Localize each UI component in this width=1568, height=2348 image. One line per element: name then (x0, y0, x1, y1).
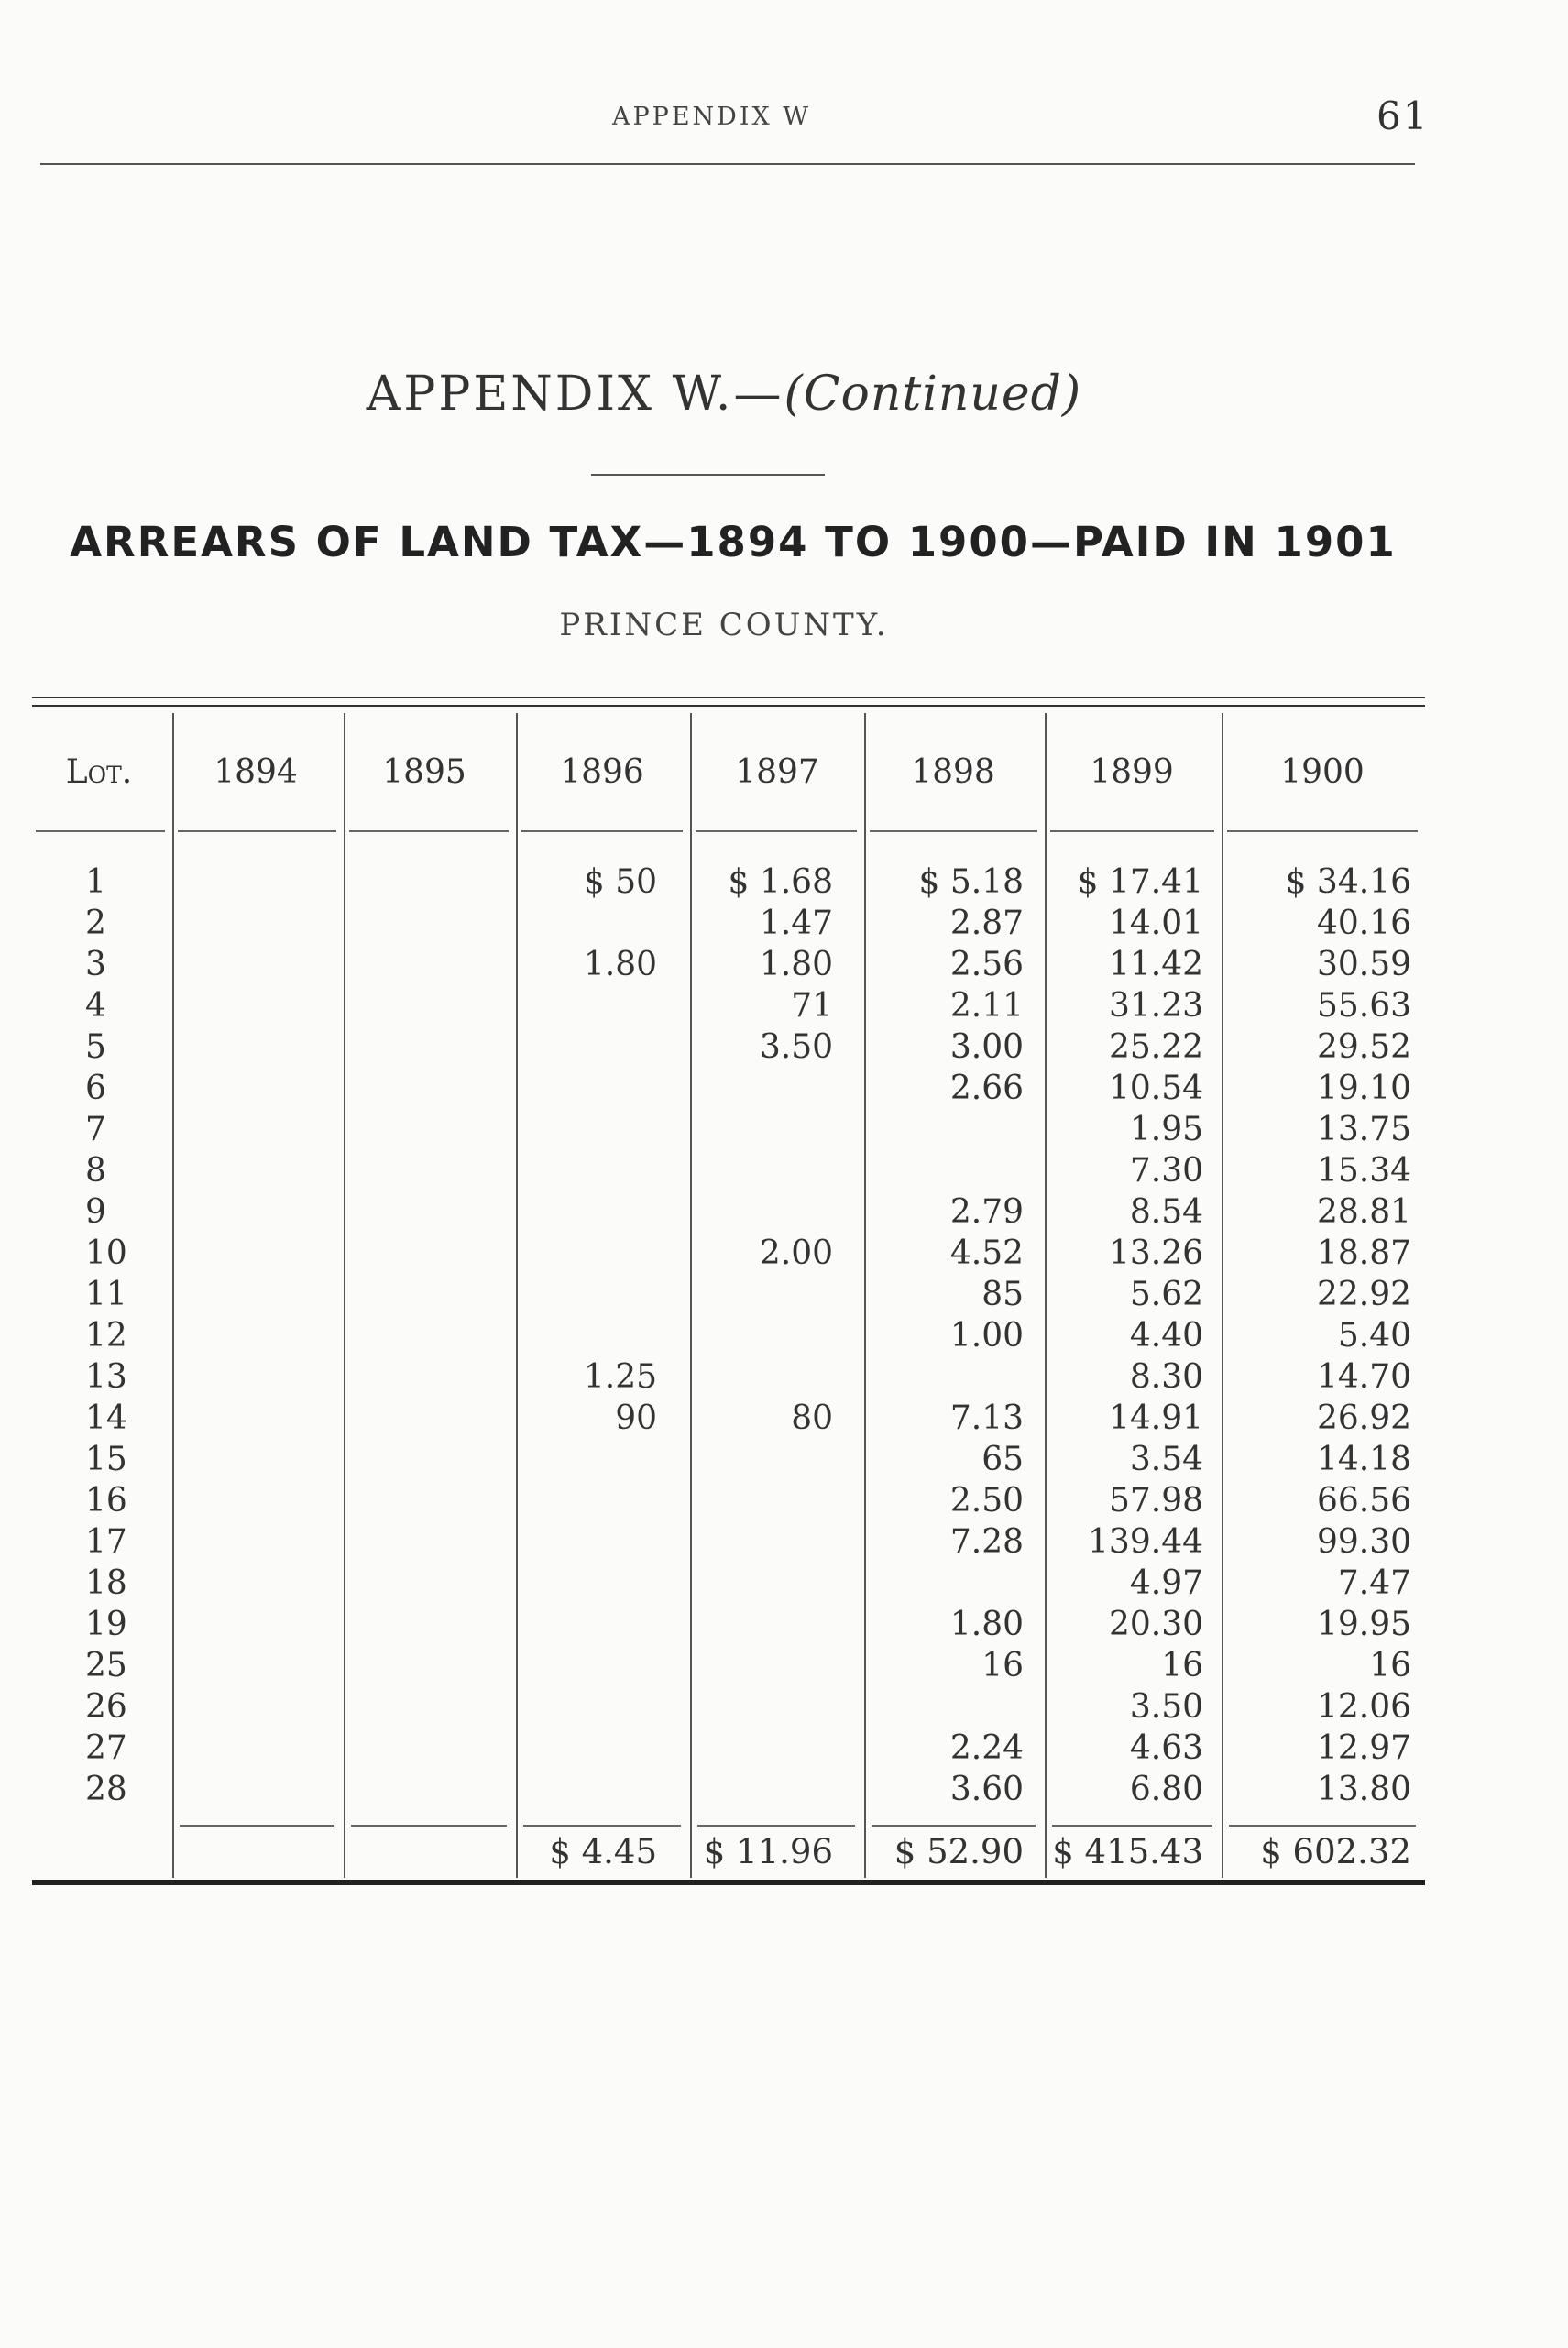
table-top-rule-inner (32, 705, 1425, 707)
tax-amount: 29.52 (1316, 1028, 1411, 1066)
county-subheading: PRINCE COUNTY. (559, 607, 889, 643)
column-total: $ 4.45 (549, 1832, 657, 1871)
lot-number: 19 (85, 1606, 127, 1643)
page-number: 61 (1376, 93, 1430, 138)
tax-amount: 16 (1161, 1647, 1203, 1684)
tax-amount: 7.28 (949, 1523, 1024, 1561)
tax-amount: 1.47 (759, 905, 833, 942)
header-underline (521, 830, 683, 832)
lot-number: 17 (85, 1523, 127, 1561)
running-title: APPENDIX W (612, 103, 812, 131)
tax-amount: 12.06 (1316, 1688, 1411, 1726)
tax-amount: 10.54 (1108, 1070, 1203, 1107)
tax-amount: 3.54 (1129, 1441, 1203, 1478)
tax-amount: 65 (981, 1441, 1024, 1478)
header-underline (36, 830, 165, 832)
table-row (32, 1358, 1425, 1399)
lot-number: 1 (85, 863, 106, 901)
header-year: 1894 (214, 753, 298, 791)
tax-amount: 11.42 (1108, 946, 1203, 983)
table-row (32, 1771, 1425, 1812)
title-rule (591, 474, 825, 476)
lot-number: 25 (85, 1647, 127, 1684)
table-row (32, 1317, 1425, 1358)
tax-amount: 7.13 (949, 1399, 1024, 1437)
lot-number: 13 (85, 1358, 127, 1396)
lot-number: 15 (85, 1441, 127, 1478)
column-total: $ 602.32 (1260, 1832, 1411, 1871)
tax-amount: 4.52 (949, 1234, 1024, 1272)
tax-amount: 8.30 (1129, 1358, 1203, 1396)
header-underline (1050, 830, 1214, 832)
tax-amount: 2.87 (949, 905, 1024, 942)
table-row (32, 1606, 1425, 1647)
tax-amount: 4.63 (1129, 1729, 1203, 1767)
tax-amount: 16 (981, 1647, 1024, 1684)
lot-number: 27 (85, 1729, 127, 1767)
running-head (0, 93, 1568, 139)
table-row (32, 1441, 1425, 1482)
table-row (32, 1193, 1425, 1234)
tax-amount: 1.95 (1129, 1111, 1203, 1148)
table-row (32, 863, 1425, 905)
lot-number: 3 (85, 946, 106, 983)
tax-amount: 13.75 (1316, 1111, 1411, 1148)
lot-number: 16 (85, 1482, 127, 1520)
tax-amount: 2.66 (949, 1070, 1024, 1107)
column-total: $ 11.96 (703, 1832, 833, 1871)
tax-amount: 20.30 (1108, 1606, 1203, 1643)
header-underline (870, 830, 1037, 832)
header-year: 1900 (1280, 753, 1365, 791)
table-row (32, 1234, 1425, 1276)
lot-number: 12 (85, 1317, 127, 1355)
tax-amount: $ 17.41 (1077, 863, 1203, 901)
tax-amount: 1.80 (583, 946, 657, 983)
tax-amount: 14.70 (1316, 1358, 1411, 1396)
table-row (32, 1564, 1425, 1606)
tax-amount: 2.11 (949, 987, 1024, 1025)
lot-number: 18 (85, 1564, 127, 1602)
header-year: 1895 (382, 753, 466, 791)
tax-amount: 2.79 (949, 1193, 1024, 1231)
table-row (32, 1111, 1425, 1152)
header-underline (349, 830, 509, 832)
tax-amount: 3.50 (1129, 1688, 1203, 1726)
header-rule (40, 163, 1415, 165)
tax-amount: 4.40 (1129, 1317, 1203, 1355)
tax-amount: 7.30 (1129, 1152, 1203, 1190)
header-underline (696, 830, 857, 832)
tax-amount: 71 (791, 987, 833, 1025)
tax-amount: 3.50 (759, 1028, 833, 1066)
tax-amount: 28.81 (1316, 1193, 1411, 1231)
title-main: APPENDIX W.— (366, 367, 784, 422)
tax-amount: 19.10 (1316, 1070, 1411, 1107)
tax-amount: 4.97 (1129, 1564, 1203, 1602)
tax-amount: 31.23 (1108, 987, 1203, 1025)
tax-amount: 40.16 (1316, 905, 1411, 942)
totals-row (32, 1832, 1425, 1873)
tax-amount: 12.97 (1316, 1729, 1411, 1767)
lot-number: 9 (85, 1193, 106, 1231)
header-year: 1899 (1090, 753, 1174, 791)
totals-rule (523, 1825, 681, 1827)
tax-amount: 8.54 (1129, 1193, 1203, 1231)
header-lot: Lot. (65, 753, 133, 791)
totals-rule (872, 1825, 1036, 1827)
totals-rule (1229, 1825, 1416, 1827)
tax-amount: 14.91 (1108, 1399, 1203, 1437)
column-total: $ 415.43 (1052, 1832, 1203, 1871)
lot-number: 26 (85, 1688, 127, 1726)
lot-number: 4 (85, 987, 106, 1025)
lot-number: 11 (85, 1276, 127, 1313)
table-row (32, 987, 1425, 1028)
table-row (32, 1152, 1425, 1193)
totals-rule (351, 1825, 507, 1827)
tax-amount: 16 (1369, 1647, 1411, 1684)
tax-amount: 2.56 (949, 946, 1024, 983)
tax-amount: 30.59 (1316, 946, 1411, 983)
lot-number: 28 (85, 1771, 127, 1808)
tax-amount: 13.26 (1108, 1234, 1203, 1272)
tax-amount: 1.00 (949, 1317, 1024, 1355)
tax-amount: 22.92 (1316, 1276, 1411, 1313)
tax-amount: 80 (791, 1399, 833, 1437)
table-row (32, 905, 1425, 946)
table-row (32, 1647, 1425, 1688)
tax-amount: 26.92 (1316, 1399, 1411, 1437)
table-row (32, 1070, 1425, 1111)
title-continued: (Continued) (784, 367, 1082, 422)
table-row (32, 1276, 1425, 1317)
tax-amount: 2.50 (949, 1482, 1024, 1520)
tax-amount: $ 5.18 (918, 863, 1024, 901)
totals-rule (1052, 1825, 1212, 1827)
tax-amount: 19.95 (1316, 1606, 1411, 1643)
header-underline (178, 830, 336, 832)
tax-amount: 3.60 (949, 1771, 1024, 1808)
lot-number: 10 (85, 1234, 127, 1272)
lot-number: 5 (85, 1028, 106, 1066)
table-top-rule (32, 697, 1425, 698)
tax-amount: 2.24 (949, 1729, 1024, 1767)
tax-amount: 57.98 (1108, 1482, 1203, 1520)
tax-amount: $ 50 (583, 863, 657, 901)
column-total: $ 52.90 (894, 1832, 1024, 1871)
header-year: 1896 (560, 753, 644, 791)
tax-amount: $ 1.68 (728, 863, 833, 901)
tax-amount: $ 34.16 (1285, 863, 1411, 901)
tax-amount: 14.18 (1316, 1441, 1411, 1478)
arrears-table (32, 697, 1425, 1888)
tax-amount: 99.30 (1316, 1523, 1411, 1561)
lot-number: 14 (85, 1399, 127, 1437)
table-row (32, 1028, 1425, 1070)
header-underline (1227, 830, 1418, 832)
tax-amount: 15.34 (1316, 1152, 1411, 1190)
tax-amount: 1.80 (949, 1606, 1024, 1643)
tax-amount: 25.22 (1108, 1028, 1203, 1066)
header-year: 1897 (735, 753, 819, 791)
tax-amount: 1.25 (583, 1358, 657, 1396)
totals-rule (697, 1825, 855, 1827)
table-row (32, 1688, 1425, 1729)
tax-amount: 90 (615, 1399, 657, 1437)
lot-number: 2 (85, 905, 106, 942)
tax-amount: 1.80 (759, 946, 833, 983)
table-row (32, 1523, 1425, 1564)
table-row (32, 1482, 1425, 1523)
lot-number: 6 (85, 1070, 106, 1107)
section-heading: ARREARS OF LAND TAX—1894 TO 1900—PAID IN 1901 (70, 518, 1397, 566)
table-row (32, 1729, 1425, 1771)
tax-amount: 5.40 (1337, 1317, 1411, 1355)
tax-amount: 3.00 (949, 1028, 1024, 1066)
tax-amount: 7.47 (1337, 1564, 1411, 1602)
page-title (0, 367, 1448, 422)
totals-rule (180, 1825, 334, 1827)
tax-amount: 5.62 (1129, 1276, 1203, 1313)
table-bottom-rule (32, 1880, 1425, 1885)
tax-amount: 6.80 (1129, 1771, 1203, 1808)
tax-amount: 2.00 (759, 1234, 833, 1272)
tax-amount: 14.01 (1108, 905, 1203, 942)
tax-amount: 18.87 (1316, 1234, 1411, 1272)
tax-amount: 13.80 (1316, 1771, 1411, 1808)
tax-amount: 55.63 (1316, 987, 1411, 1025)
header-year: 1898 (911, 753, 995, 791)
tax-amount: 139.44 (1088, 1523, 1203, 1561)
lot-number: 7 (85, 1111, 106, 1148)
tax-amount: 85 (981, 1276, 1024, 1313)
tax-amount: 66.56 (1316, 1482, 1411, 1520)
table-row (32, 946, 1425, 987)
lot-number: 8 (85, 1152, 106, 1190)
table-row (32, 1399, 1425, 1441)
